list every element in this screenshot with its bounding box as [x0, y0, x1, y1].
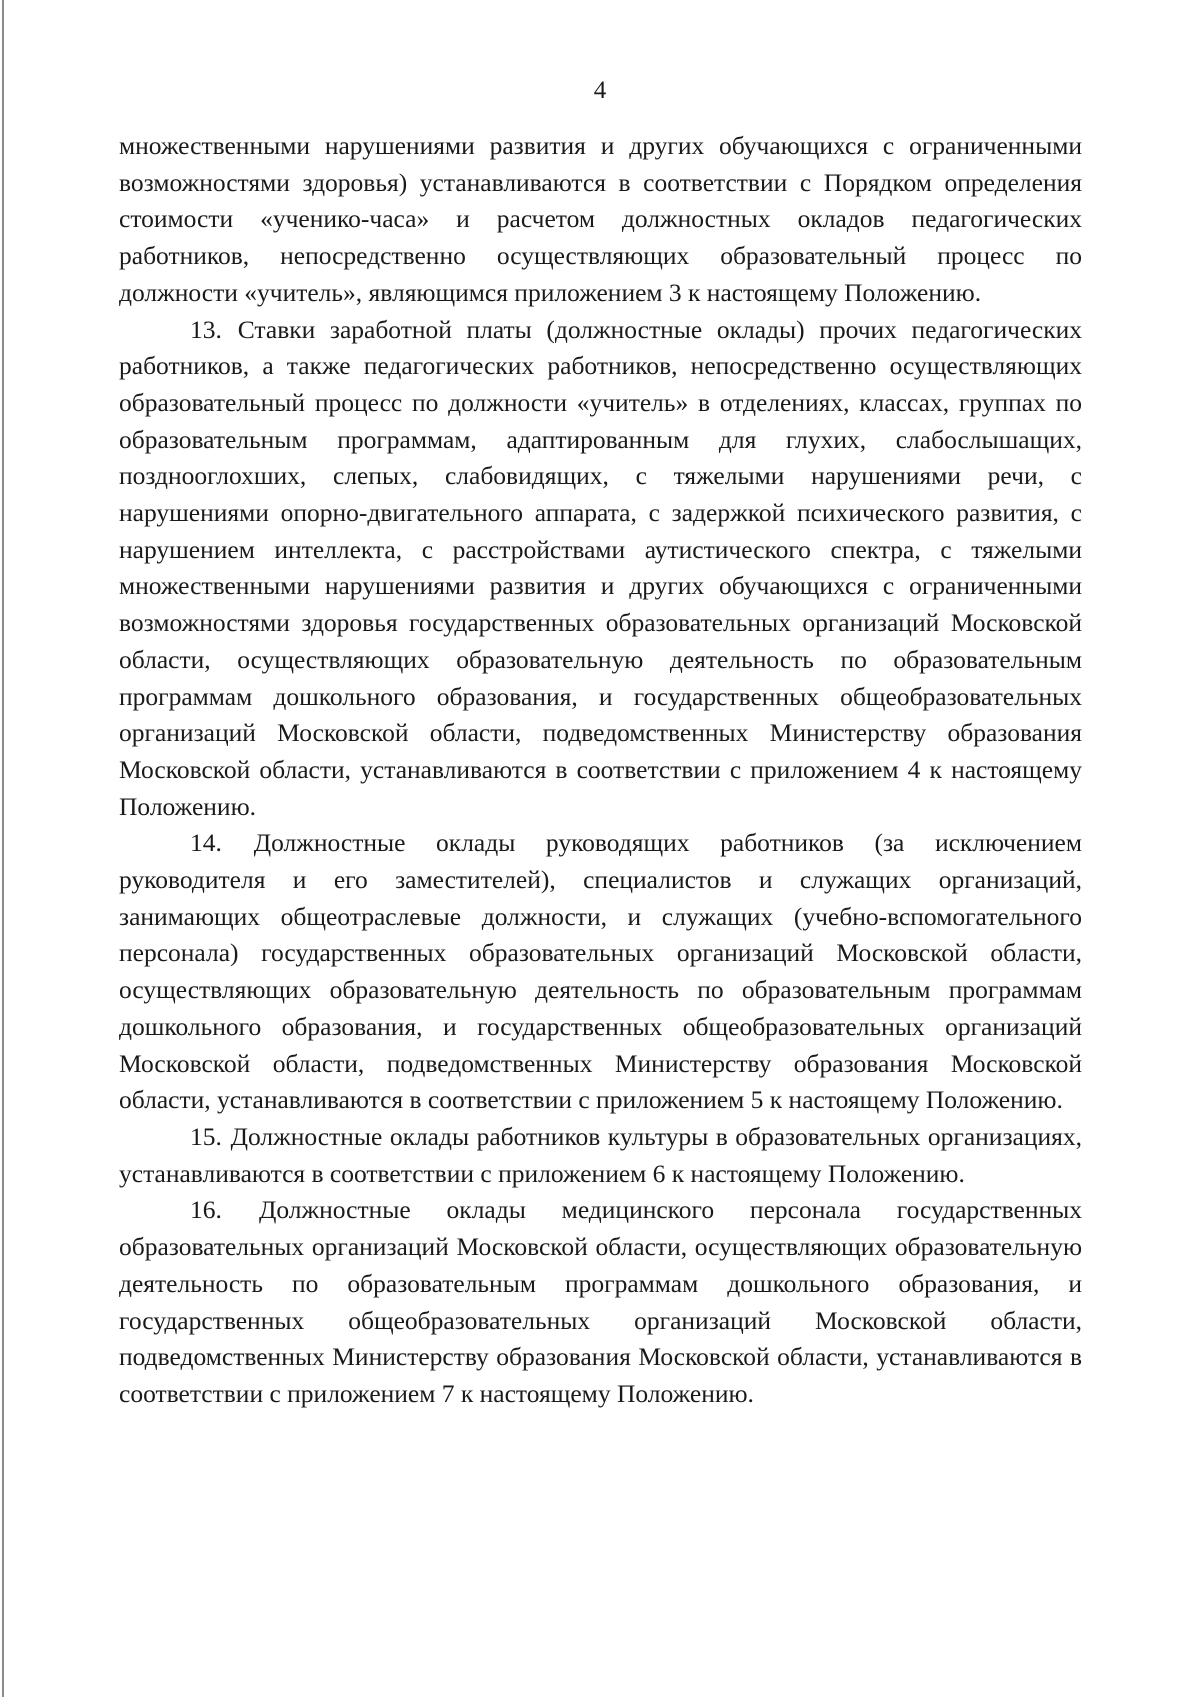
paragraph-continuation — [119, 128, 1082, 312]
paragraph-text: множественными нарушениями развития и других обучающихся с ограниченными возможностями здоровья) устанавливаются в соответствии с Порядком определения стоимости «ученико-часа» и расчетом должностных окладов педагогических работников, непосредственно осуществляющих образовательный процесс по должности «учитель», являющимся приложением 3 к настоящему Положению. — [119, 131, 1082, 307]
paragraph-14 — [119, 825, 1082, 1119]
page-edge-line — [2, 0, 4, 1697]
paragraph-15 — [119, 1119, 1082, 1192]
paragraph-text: Должностные оклады руководящих работников (за исключением руководителя и его заместителей), специалистов и служащих организаций, занимающих общеотраслевые должности, и служащих (учебно-вспомогательного персонала) государственных образовательных организаций Московской области, осуществляющих образовательную деятельность по образовательным программам дошкольного образования, и государственных общеобразовательных организаций Московской области, подведомственных Министерству образования Московской области, устанавливаются в соответствии с приложением 5 к настоящему Положению. — [119, 828, 1083, 1115]
paragraph-number: 13. — [190, 314, 222, 344]
paragraph-16 — [119, 1192, 1082, 1412]
paragraph-number: 14. — [190, 828, 222, 858]
document-body — [119, 128, 1082, 1413]
paragraph-text: Должностные оклады медицинского персонала государственных образовательных организаций Московской области, осуществляющих образовательную деятельность по образовательным программам дошкольного образования, и государственных общеобразовательных организаций Московской области, подведомственных Министерству образования Московской области, устанавливаются в соответствии с приложением 7 к настоящему Положению. — [119, 1195, 1083, 1408]
paragraph-number: 16. — [190, 1195, 222, 1225]
page-number: 4 — [593, 77, 607, 104]
paragraph-13 — [119, 312, 1082, 826]
paragraph-text: Должностные оклады работников культуры в образовательных организациях, устанавливаются в соответствии с приложением 6 к настоящему Положению. — [119, 1121, 1082, 1188]
paragraph-text: Ставки заработной платы (должностные оклады) прочих педагогических работников, а также педагогических работников, непосредственно осуществляющих образовательный процесс по должности «учитель» в отделениях, классах, группах по образовательным программам, адаптированным для глухих, слабослышащих, позднооглохших, слепых, слабовидящих, с тяжелыми нарушениями речи, с нарушениями опорно-двигательного аппарата, с задержкой психического развития, с нарушением интеллекта, с расстройствами аутистического спектра, с тяжелыми множественными нарушениями развития и других обучающихся с ограниченными возможностями здоровья государственных образовательных организаций Московской области, осуществляющих образовательную деятельность по образовательным программам дошкольного образования, и государственных общеобразовательных организаций Московской области, подведомственных Министерству образования Московской области, устанавливаются в соответствии с приложением 4 к настоящему Положению. — [119, 314, 1082, 821]
paragraph-number: 15. — [190, 1121, 222, 1151]
